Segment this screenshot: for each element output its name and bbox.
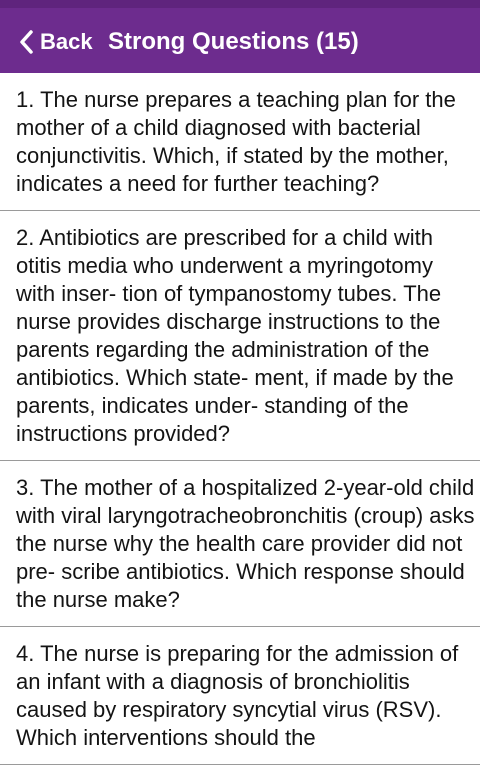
back-button[interactable] <box>16 26 93 58</box>
page-title: Strong Questions (15) <box>108 28 359 55</box>
back-label: Back <box>40 29 93 54</box>
question-item[interactable]: 3. The mother of a hospitalized 2-year-old child with viral laryngotracheobronchitis (croup) asks the nurse why the health care provider did not pre- scribe antibiotics. Which response should the nurse make? <box>0 461 480 627</box>
chevron-left-icon <box>16 29 38 55</box>
status-bar <box>0 0 480 8</box>
question-item[interactable]: 1. The nurse prepares a teaching plan for the mother of a child diagnosed with bacterial conjunctivitis. Which, if stated by the mother, indicates a need for further teaching? <box>0 73 480 211</box>
question-item[interactable]: 4. The nurse is preparing for the admission of an infant with a diagnosis of bronchiolitis caused by respiratory syncytial virus (RSV). Which interventions should the <box>0 627 480 765</box>
question-list[interactable] <box>0 73 480 769</box>
app-header <box>0 0 480 73</box>
question-item[interactable]: 2. Antibiotics are prescribed for a child with otitis media who underwent a myringotomy with inser- tion of tympanostomy tubes. The nurse provides discharge instructions to the parents regarding the administration of the antibiotics. Which state- ment, if made by the parents, indicates under- standing of the instructions provided? <box>0 211 480 461</box>
